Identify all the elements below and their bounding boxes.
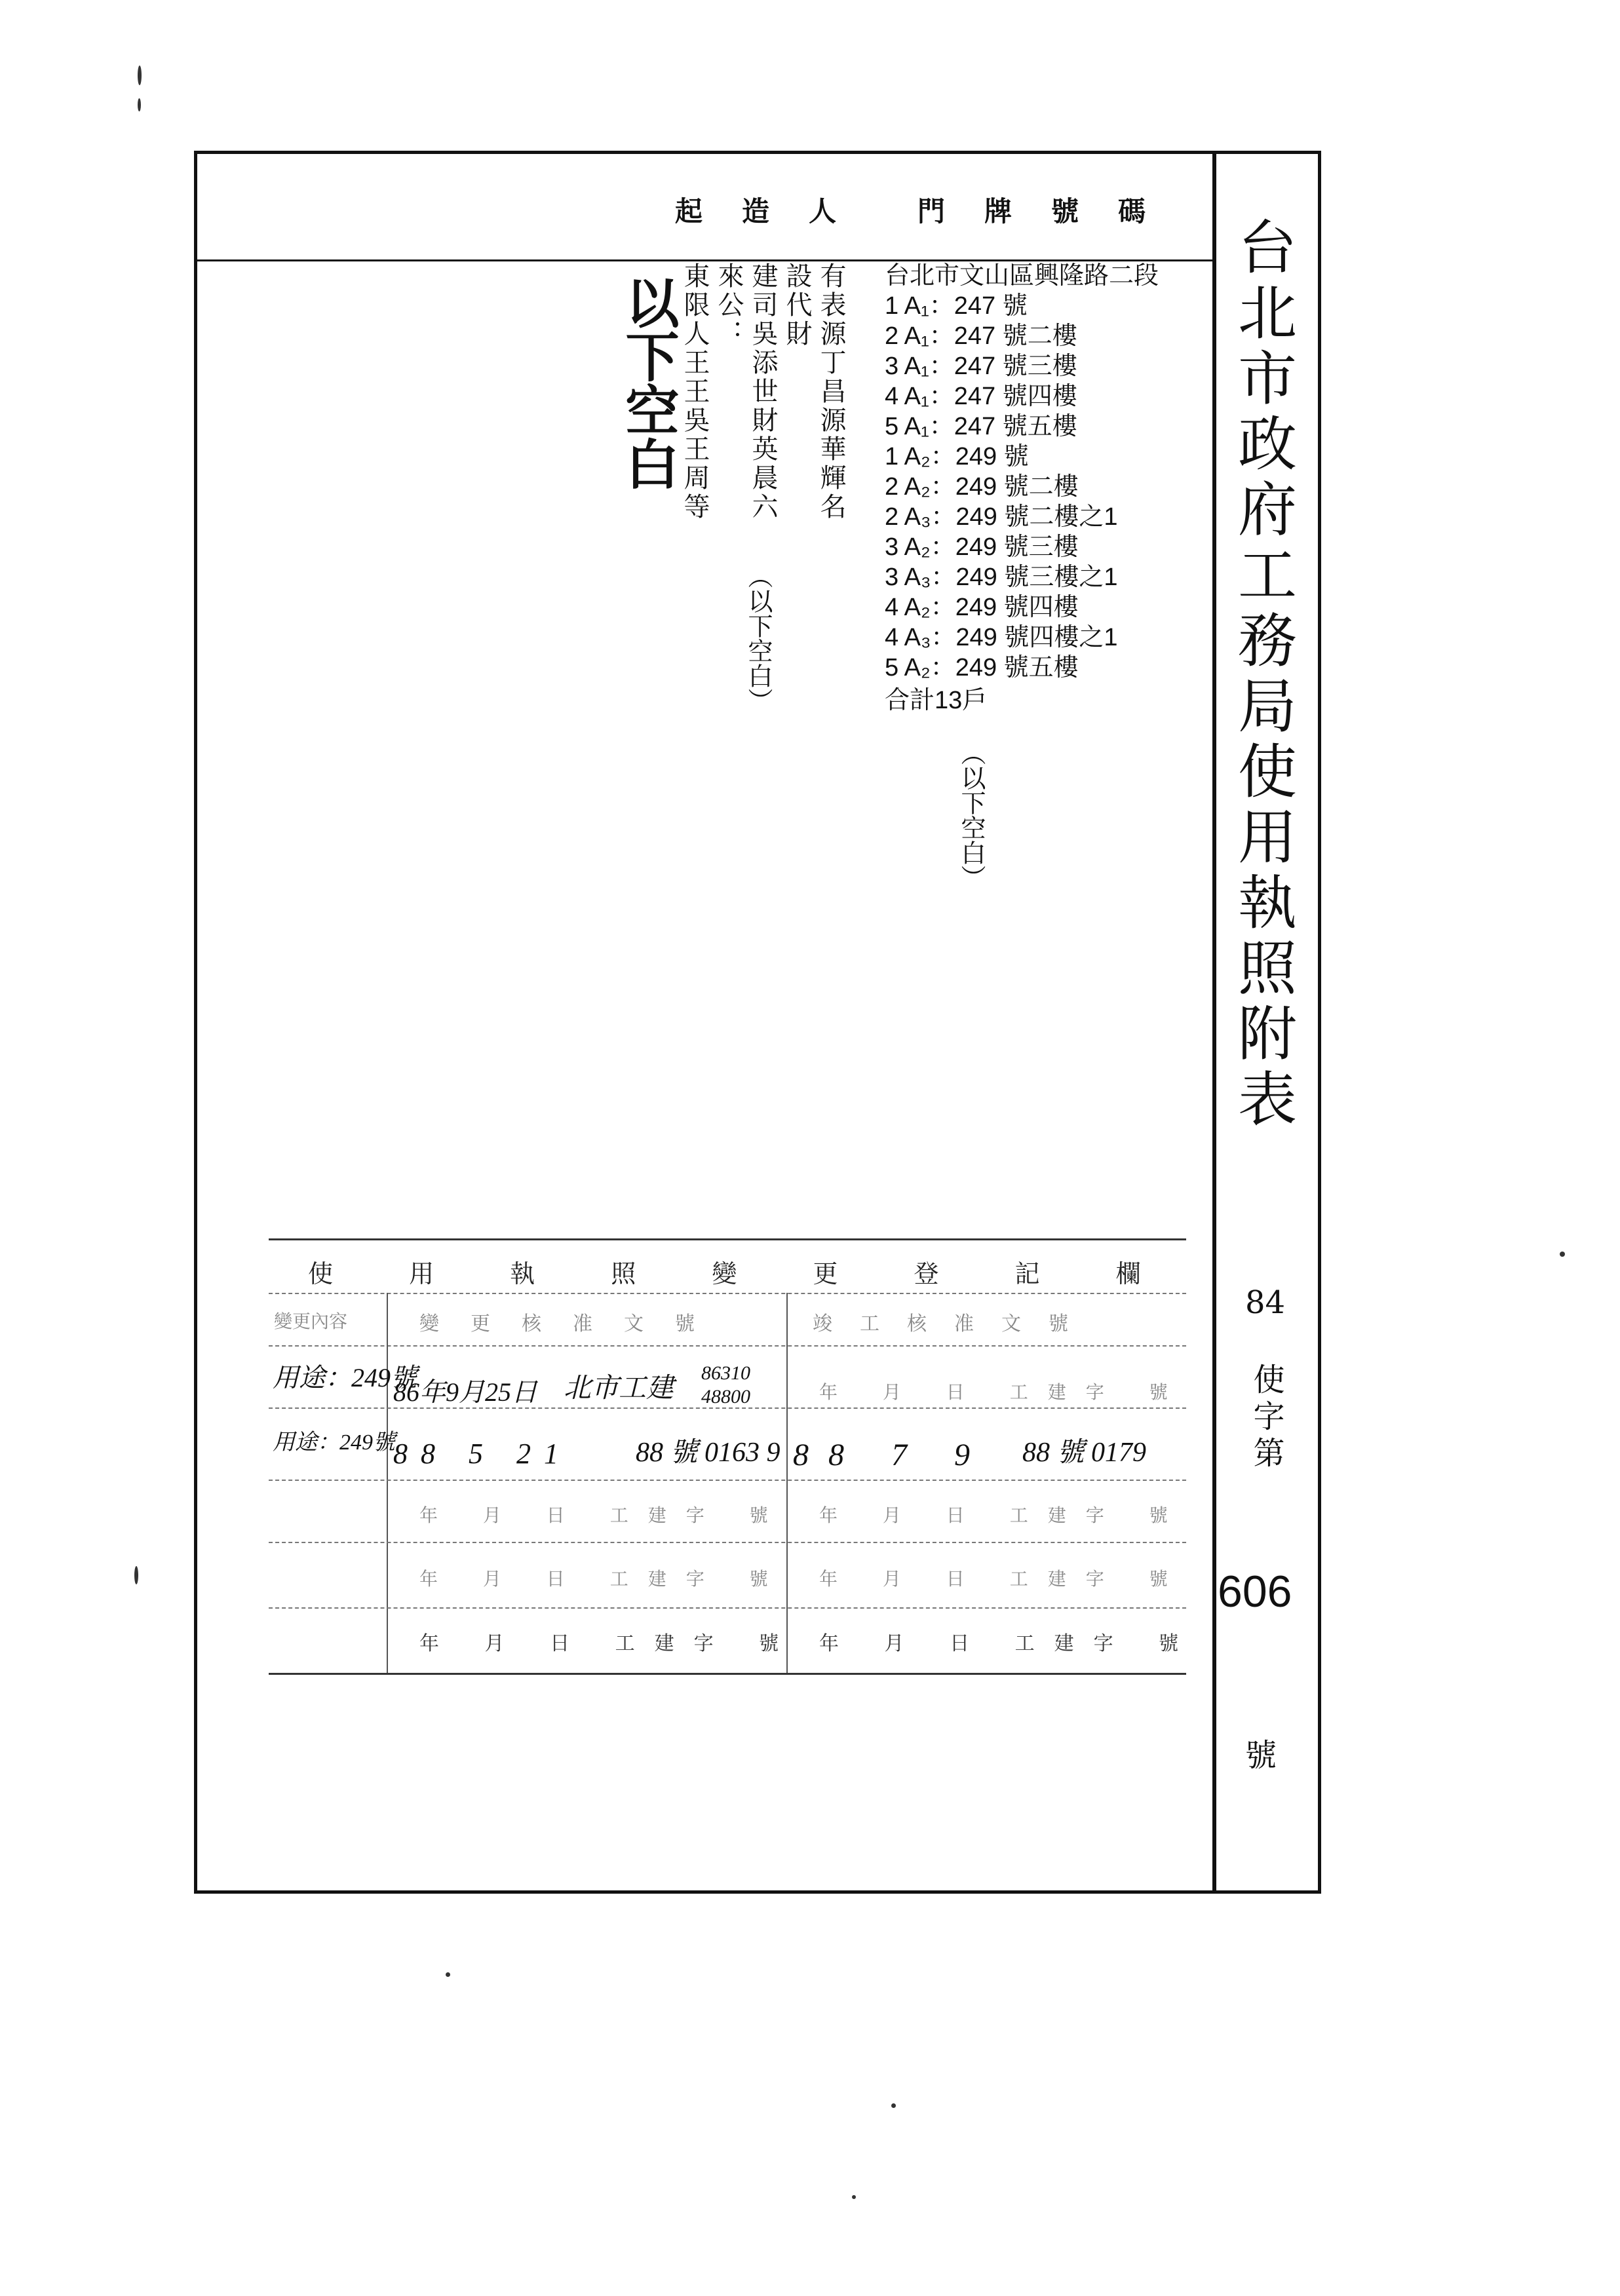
builder-column-2: 設代財 — [782, 262, 812, 349]
builder-column-5: 東限人王王吳王周等 — [680, 262, 710, 522]
builder-column-1: 有表源丁昌源華輝名 — [816, 262, 846, 522]
license-number: 606 — [1218, 1567, 1292, 1617]
scan-mark — [138, 98, 141, 111]
scan-mark — [852, 2195, 856, 2199]
scan-mark — [1560, 1252, 1565, 1257]
address-item: 1 A₂：249 號 — [885, 443, 1029, 470]
scan-mark — [134, 1566, 138, 1584]
blank-completion: 年 月 日 工建字 號 — [819, 1568, 1187, 1590]
title-column-divider — [1212, 151, 1216, 1894]
license-prefix: 使字第 — [1248, 1363, 1284, 1473]
address-item: 2 A₂：249 號二樓 — [885, 473, 1079, 501]
col-completion-header: 竣工核准文號 — [813, 1312, 1096, 1335]
row2-content: 用途：249號 — [273, 1430, 395, 1455]
change-registration-table — [269, 1238, 1199, 1675]
address-item: 2 A₁：247 號二樓 — [885, 322, 1077, 350]
col-approval-header: 變更核准文號 — [419, 1312, 726, 1335]
row2-completion-date: 88 7 9 — [793, 1438, 990, 1472]
blank-approval: 年 月 日 工建字 號 — [419, 1632, 799, 1655]
scan-mark — [446, 1972, 450, 1977]
address-item: 3 A₁：247 號三樓 — [885, 353, 1077, 380]
page-title: 台北市政府工務局使用執照附表 — [1227, 216, 1296, 1134]
address-item: 1 A₁：247 號 — [885, 292, 1028, 320]
street-name: 台北市文山區興隆路二段 — [885, 262, 1159, 290]
address-header: 門牌號碼 — [917, 195, 1186, 227]
address-note: （以下空白） — [957, 740, 986, 890]
address-item: 2 A₃：249 號二樓之1 — [885, 503, 1118, 531]
license-suffix: 號 — [1245, 1737, 1277, 1774]
address-item: 3 A₂：249 號三樓 — [885, 533, 1079, 561]
table-title: 使 用 執 照 變 更 登 記 欄 — [308, 1259, 1175, 1288]
builders-printed-note: （以下空白） — [744, 564, 773, 713]
address-item: 3 A₃：249 號三樓之1 — [885, 564, 1118, 591]
row1-approval-date: 86年9月25日 — [393, 1377, 537, 1407]
row2-completion-no: 88 號 0179 — [1022, 1438, 1147, 1468]
blank-approval: 年 月 日 工建字 號 — [419, 1568, 788, 1590]
row2-approval-no: 88 號 0163 9 — [636, 1438, 781, 1468]
row1-approval-office: 北市工建 — [564, 1373, 674, 1404]
builders-handwritten-note: 以下空白 — [618, 275, 678, 490]
address-list — [885, 261, 1159, 716]
address-total: 合計13戶 — [885, 687, 988, 714]
row1-completion-placeholder: 年 月 日 工建字 號 — [819, 1381, 1187, 1403]
builder-column-3: 建司吳添世財英晨六 — [748, 262, 778, 522]
blank-approval: 年 月 日 工建字 號 — [419, 1504, 788, 1526]
license-year: 84 — [1245, 1284, 1286, 1321]
col-content-header: 變更內容 — [274, 1311, 348, 1332]
scan-mark — [138, 66, 142, 85]
address-item: 4 A₃：249 號四樓之1 — [885, 624, 1118, 651]
blank-completion: 年 月 日 工建字 號 — [819, 1632, 1199, 1655]
scan-mark — [891, 2103, 896, 2108]
row2-approval-date: 88 5 21 — [393, 1438, 571, 1470]
address-item: 4 A₁：247 號四樓 — [885, 383, 1077, 410]
row1-content: 用途：249號 — [273, 1363, 417, 1392]
builder-column-4: 來公： — [714, 262, 744, 349]
address-item: 5 A₂：249 號五樓 — [885, 654, 1079, 681]
builder-header: 起造人 — [675, 195, 876, 227]
address-item: 5 A₁：247 號五樓 — [885, 413, 1077, 440]
address-item: 4 A₂：249 號四樓 — [885, 594, 1079, 621]
blank-completion: 年 月 日 工建字 號 — [819, 1504, 1187, 1526]
row1-approval-no: 86310 48800 — [701, 1362, 750, 1407]
